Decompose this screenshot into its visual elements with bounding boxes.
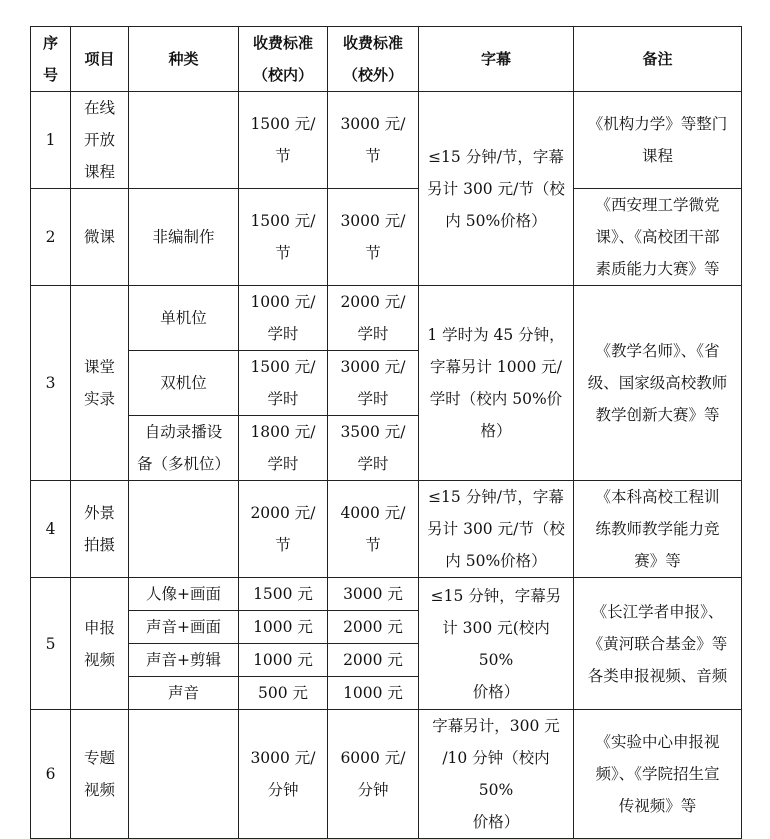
row-fee-external: 1000 元	[328, 677, 419, 710]
row-no: 2	[31, 189, 71, 286]
row-type: 声音+剪辑	[129, 644, 239, 677]
row-type: 单机位	[129, 286, 239, 351]
row-subtitle: ≤15 分钟/节，字幕 另计 300 元/节（校 内 50%价格）	[419, 481, 574, 578]
row-no: 5	[31, 578, 71, 710]
row-type: 声音	[129, 677, 239, 710]
row-type: 双机位	[129, 351, 239, 416]
header-subtitle: 字幕	[419, 27, 574, 92]
row-fee-internal: 1000 元/ 学时	[239, 286, 328, 351]
row-fee-internal: 1500 元/ 学时	[239, 351, 328, 416]
row-fee-external: 3000 元/ 学时	[328, 351, 419, 416]
row-no: 1	[31, 92, 71, 189]
row-type: 人像+画面	[129, 578, 239, 611]
row-fee-external: 2000 元	[328, 611, 419, 644]
row-no: 6	[31, 710, 71, 839]
row-item: 微课	[71, 189, 129, 286]
row-note: 《长江学者申报》、 《黄河联合基金》等 各类申报视频、音频	[574, 578, 742, 710]
row-fee-internal: 1500 元/ 节	[239, 189, 328, 286]
table-row	[31, 481, 742, 578]
row-item: 在线 开放 课程	[71, 92, 129, 189]
row-type: 声音+画面	[129, 611, 239, 644]
row-fee-internal: 2000 元/ 节	[239, 481, 328, 578]
row-item: 申报 视频	[71, 578, 129, 710]
table-row	[31, 92, 742, 189]
table-row	[31, 578, 742, 611]
row-item: 专题 视频	[71, 710, 129, 839]
row-type: 自动录播设 备（多机位）	[129, 416, 239, 481]
row-note: 《本科高校工程训 练教师教学能力竞 赛》等	[574, 481, 742, 578]
row-fee-external: 3500 元/ 学时	[328, 416, 419, 481]
row-note: 《西安理工学微党 课》、《高校团干部 素质能力大赛》等	[574, 189, 742, 286]
row-note: 《实验中心申报视 频》、《学院招生宣 传视频》等	[574, 710, 742, 839]
row-type	[129, 92, 239, 189]
row-fee-internal: 1000 元	[239, 644, 328, 677]
row-fee-internal: 3000 元/ 分钟	[239, 710, 328, 839]
header-fee-external: 收费标准 （校外）	[328, 27, 419, 92]
row-type	[129, 481, 239, 578]
row-no: 3	[31, 286, 71, 481]
row-subtitle: 1 学时为 45 分钟， 字幕另计 1000 元/ 学时（校内 50%价 格）	[419, 286, 574, 481]
table-row	[31, 710, 742, 839]
row-fee-external: 2000 元/ 学时	[328, 286, 419, 351]
row-fee-external: 4000 元/ 节	[328, 481, 419, 578]
row-note: 《教学名师》、《省 级、国家级高校教师 教学创新大赛》等	[574, 286, 742, 481]
header-type: 种类	[129, 27, 239, 92]
header-note: 备注	[574, 27, 742, 92]
row-item: 外景 拍摄	[71, 481, 129, 578]
header-no: 序 号	[31, 27, 71, 92]
row-fee-internal: 1800 元/ 学时	[239, 416, 328, 481]
row-note: 《机构力学》等整门 课程	[574, 92, 742, 189]
row-subtitle: ≤15 分钟，字幕另 计 300 元(校内 50% 价格）	[419, 578, 574, 710]
row-no: 4	[31, 481, 71, 578]
row-subtitle: 字幕另计，300 元 /10 分钟（校内 50% 价格）	[419, 710, 574, 839]
row-fee-external: 6000 元/ 分钟	[328, 710, 419, 839]
row-fee-external: 3000 元/ 节	[328, 189, 419, 286]
row-fee-internal: 500 元	[239, 677, 328, 710]
row-fee-external: 3000 元/ 节	[328, 92, 419, 189]
header-item: 项目	[71, 27, 129, 92]
table-row	[31, 189, 742, 286]
row-fee-external: 3000 元	[328, 578, 419, 611]
row-fee-external: 2000 元	[328, 644, 419, 677]
header-row	[31, 27, 742, 92]
row-item: 课堂 实录	[71, 286, 129, 481]
row-fee-internal: 1500 元	[239, 578, 328, 611]
row-type	[129, 710, 239, 839]
fee-table	[30, 26, 742, 839]
row-subtitle: ≤15 分钟/节，字幕 另计 300 元/节（校 内 50%价格）	[419, 92, 574, 286]
row-fee-internal: 1500 元/ 节	[239, 92, 328, 189]
row-type: 非编制作	[129, 189, 239, 286]
row-fee-internal: 1000 元	[239, 611, 328, 644]
table-row	[31, 286, 742, 351]
header-fee-internal: 收费标准 （校内）	[239, 27, 328, 92]
